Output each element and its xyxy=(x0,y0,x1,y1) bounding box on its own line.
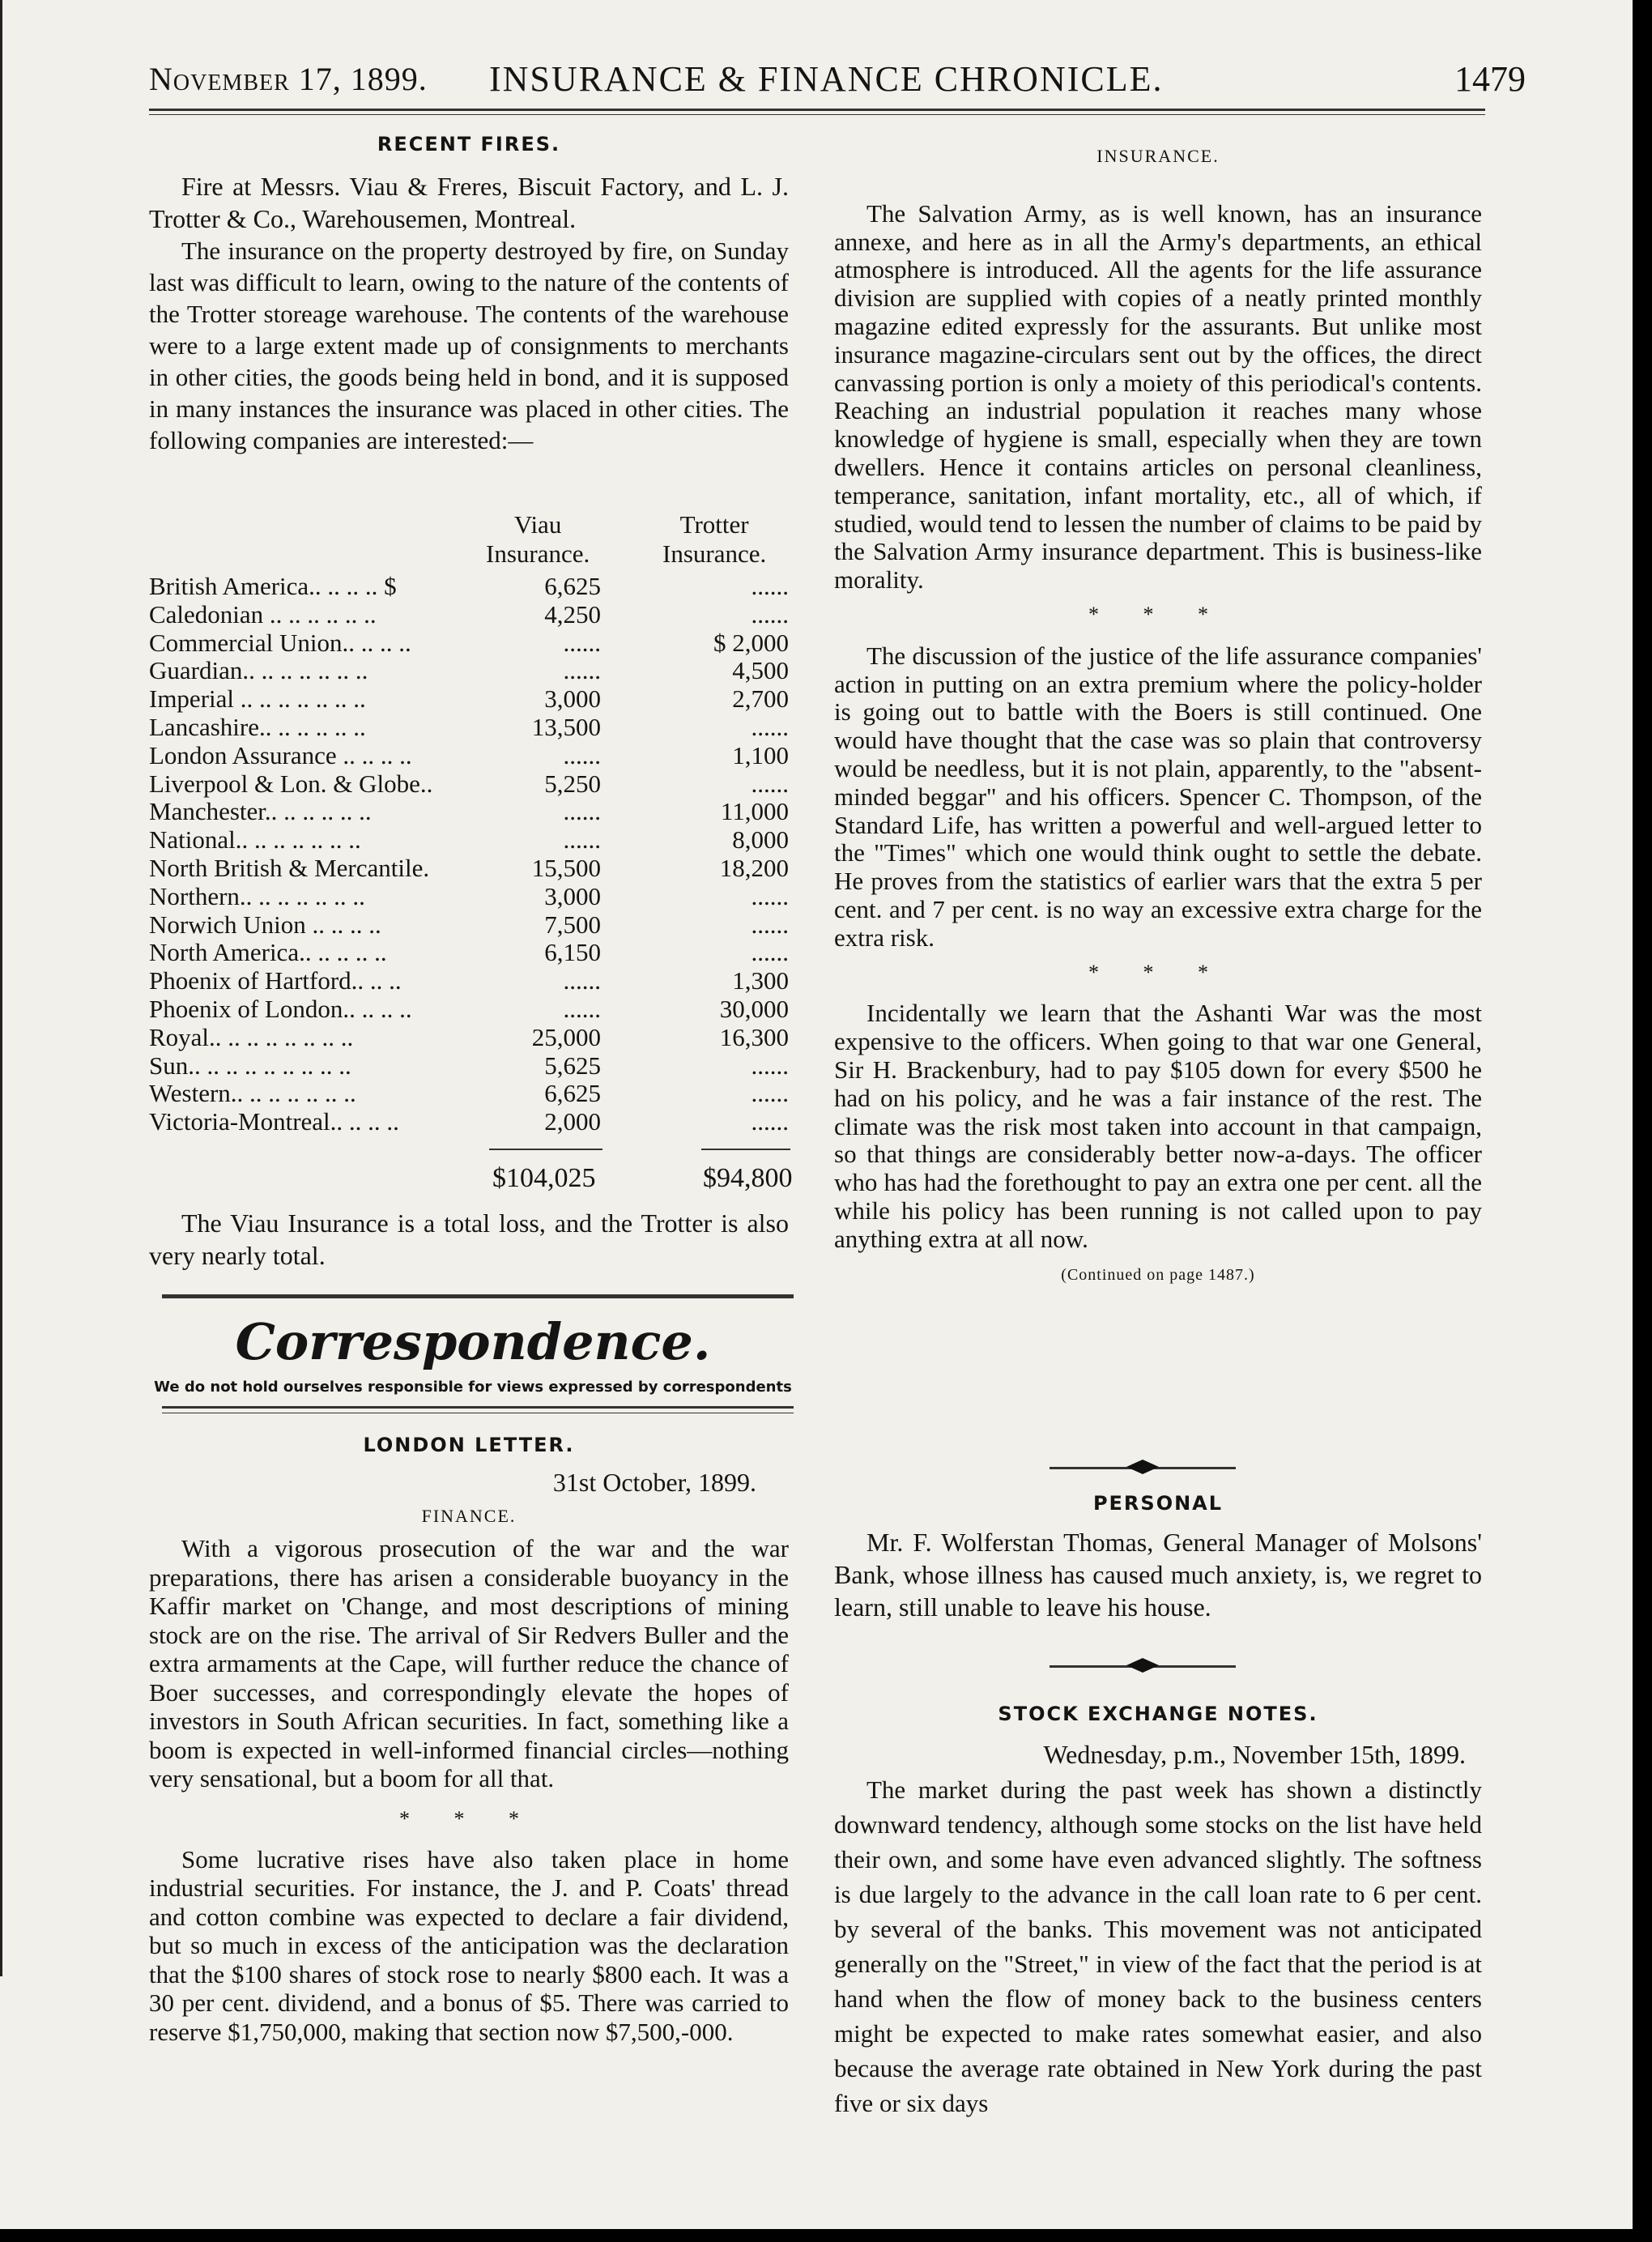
personal-body: Mr. F. Wolferstan Thomas, General Manager of Molsons' Bank, whose illness has caused much anxiety, is, we regret to learn, still unable to leave his house. xyxy=(834,1528,1482,1622)
section-stars: * * * xyxy=(1088,602,1228,626)
viau-amount: ...... xyxy=(563,966,601,995)
company-name: Commercial Union.. .. .. .. xyxy=(149,628,411,657)
viau-amount: 6,625 xyxy=(544,572,601,600)
col-header-trotter-line2: Insurance. xyxy=(662,539,767,568)
fires-conclusion: The Viau Insurance is a total loss, and the Trotter is also very nearly total. xyxy=(149,1208,789,1270)
table-row xyxy=(149,1023,789,1051)
trotter-amount: 18,200 xyxy=(719,853,789,882)
company-name: Liverpool & Lon. & Globe.. xyxy=(149,769,433,798)
trotter-amount: 2,700 xyxy=(732,684,789,714)
table-row xyxy=(149,600,789,629)
company-name: Royal.. .. .. .. .. .. .. .. xyxy=(149,1022,354,1051)
table-row xyxy=(149,1051,789,1080)
section-stars: * * * xyxy=(399,1806,539,1831)
correspondence-rule-bottom xyxy=(162,1406,794,1409)
trotter-amount: 4,500 xyxy=(732,656,789,685)
table-row xyxy=(149,825,789,854)
viau-amount: 3,000 xyxy=(544,881,601,910)
company-name: Sun.. .. .. .. .. .. .. .. .. xyxy=(149,1051,351,1080)
trotter-amount: $ 2,000 xyxy=(713,628,789,657)
trotter-amount: ...... xyxy=(751,599,789,629)
viau-amount: ...... xyxy=(563,628,601,657)
col-header-viau-line2: Insurance. xyxy=(486,539,590,568)
viau-amount: ...... xyxy=(563,797,601,826)
company-name: London Assurance .. .. .. .. xyxy=(149,740,412,769)
company-name: Guardian.. .. .. .. .. .. .. xyxy=(149,656,368,685)
table-row xyxy=(149,1079,789,1107)
company-name: Lancashire.. .. .. .. .. .. xyxy=(149,712,366,741)
correspondence-title: Correspondence. xyxy=(235,1312,711,1371)
viau-amount: 6,625 xyxy=(544,1079,601,1108)
table-row xyxy=(149,966,789,995)
table-row xyxy=(149,910,789,939)
ornament-diamond-icon xyxy=(1126,1658,1159,1673)
table-row xyxy=(149,769,789,798)
london-letter-p2: Some lucrative rises have also taken place in home industrial securities. For instance, the J. and P. Coats' thread and cotton combine was expected to declare a fair dividend, but so much in excess of the anticipation was the declaration that the $100 shares of stock rose to nearly $800 each. It was a 30 per cent. dividend, and a bonus of $5. There was carried to reserve $1,750,000, making that section now $7,500,-000. xyxy=(149,1844,789,2046)
personal-section xyxy=(834,1489,1482,1623)
viau-amount: 5,250 xyxy=(544,769,601,798)
issue-date: November 17, 1899. xyxy=(149,61,428,97)
table-row xyxy=(149,741,789,769)
london-letter-section xyxy=(149,1430,789,2046)
table-row xyxy=(149,882,789,910)
col-header-trotter-line1: Trotter xyxy=(679,510,749,539)
company-name: British America.. .. .. .. $ xyxy=(149,572,397,600)
table-row xyxy=(149,629,789,657)
company-name: Phoenix of London.. .. .. .. xyxy=(149,994,412,1023)
london-letter-subhead: FINANCE. xyxy=(421,1506,517,1526)
viau-amount: 4,250 xyxy=(544,599,601,629)
london-letter-heading: LONDON LETTER. xyxy=(363,1434,575,1456)
trotter-amount: 1,100 xyxy=(732,740,789,769)
personal-heading: PERSONAL xyxy=(1092,1492,1224,1515)
trotter-amount: 11,000 xyxy=(720,797,789,826)
company-name: Manchester.. .. .. .. .. .. xyxy=(149,797,372,826)
header-rule-thin xyxy=(149,114,1485,115)
recent-fires-body: The insurance on the property destroyed by fire, on Sunday last was difficult to learn, owing to the nature of the contents of the Trotter storeage warehouse. The contents of the warehouse were to a large extent made up of consignments to merchants in other cities, the goods being held in bond, and it is supposed in many instances the insurance was placed in other cities. The following companies are interested:— xyxy=(149,237,789,454)
viau-amount: 5,625 xyxy=(544,1051,601,1080)
header-rule xyxy=(149,109,1485,111)
trotter-amount: ...... xyxy=(751,1079,789,1108)
table-row xyxy=(149,713,789,741)
trotter-amount: 1,300 xyxy=(732,966,789,995)
insurance-section xyxy=(834,143,1482,1289)
trotter-amount: ...... xyxy=(751,938,789,967)
trotter-amount: 16,300 xyxy=(719,1022,789,1051)
total-rule-viau xyxy=(489,1149,602,1150)
column-divider xyxy=(0,0,2,1976)
london-letter-p1: With a vigorous prosecution of the war and the war preparations, there has arisen a considerable buoyancy in the Kaffir market on 'Change, and most descriptions of mining stock are on the rise. The arrival of Sir Redvers Buller and the extra armaments at the Cape, will further reduce the chance of Boer successes, and correspondingly elevate the hopes of investors in South African securities. In fact, something like a boom is expected in well-informed financial circles—nothing very sensational, but a boom for all that. xyxy=(149,1534,789,1792)
trotter-amount: ...... xyxy=(751,881,789,910)
trotter-amount: ...... xyxy=(751,712,789,741)
recent-fires-section xyxy=(149,130,789,456)
stock-exchange-section xyxy=(834,1699,1482,2121)
insurance-subhead: INSURANCE. xyxy=(1096,146,1220,166)
correspondence-rule-top xyxy=(162,1294,794,1298)
page-number: 1479 xyxy=(1454,59,1526,99)
correspondence-note: We do not hold ourselves responsible for views expressed by correspondents xyxy=(154,1379,792,1396)
viau-amount: 3,000 xyxy=(544,684,601,714)
company-name: North British & Mercantile. xyxy=(149,853,430,882)
table-row xyxy=(149,854,789,882)
recent-fires-intro: Fire at Messrs. Viau & Freres, Biscuit Factory, and L. J. Trotter & Co., Warehousemen, Montreal. xyxy=(149,172,789,233)
viau-amount: 15,500 xyxy=(531,853,601,882)
london-letter-date: 31st October, 1899. xyxy=(552,1468,756,1497)
company-name: Western.. .. .. .. .. .. .. xyxy=(149,1079,356,1108)
trotter-amount: ...... xyxy=(751,1051,789,1080)
company-name: Imperial .. .. .. .. .. .. .. xyxy=(149,684,366,714)
viau-amount: 2,000 xyxy=(544,1107,601,1136)
fires-conclusion-block xyxy=(149,1207,789,1272)
company-name: Caledonian .. .. .. .. .. .. xyxy=(149,599,377,629)
table-row xyxy=(149,1107,789,1136)
publication-title: INSURANCE & FINANCE CHRONICLE. xyxy=(489,59,1164,99)
company-name: Victoria-Montreal.. .. .. .. xyxy=(149,1107,399,1136)
company-name: National.. .. .. .. .. .. .. xyxy=(149,825,361,855)
viau-amount: ...... xyxy=(563,740,601,769)
trotter-amount: ...... xyxy=(751,769,789,798)
insurance-p3: Incidentally we learn that the Ashanti War was the most expensive to the officers. When going to that war one General, Sir H. Brackenbury, had to pay $105 down for every $500 he had on his policy, and he was a fair instance of the rest. The climate was the risk most taken into account in that campaign, so that things are considerably better now-a-days. The officer who has had the forethought to pay an extra one per cent. all the while his policy has been running is not called upon to pay anything extra at all now. xyxy=(834,999,1482,1253)
insurance-p2: The discussion of the justice of the life assurance companies' action in putting on an extra premium where the policy-holder is going out to battle with the Boers is still continued. One would have thought that the case was so plain that controversy would be needless, but it is not plain, apparently, to the "absent-minded beggar" and his officers. Spencer C. Thompson, of the Standard Life, has written a powerful and well-argued letter to the "Times" which one would think ought to settle the debate. He proves from the statistics of earlier wars that the extra 5 per cent. and 7 per cent. is no way an excessive extra charge for the extra risk. xyxy=(834,641,1482,952)
viau-amount: 13,500 xyxy=(531,712,601,741)
viau-amount: ...... xyxy=(563,825,601,855)
continued-note: (Continued on page 1487.) xyxy=(1061,1266,1255,1285)
total-rule-trotter xyxy=(701,1149,790,1150)
total-trotter: $94,800 xyxy=(703,1163,793,1193)
trotter-amount: 30,000 xyxy=(719,994,789,1023)
viau-amount: 25,000 xyxy=(531,1022,601,1051)
stock-exchange-heading: STOCK EXCHANGE NOTES. xyxy=(998,1703,1318,1725)
company-name: Norwich Union .. .. .. .. xyxy=(149,910,381,939)
col-header-viau xyxy=(486,510,590,569)
insurance-p1: The Salvation Army, as is well known, has an insurance annexe, and here as in all the Army's departments, an ethical atmosphere is introduced. All the agents for the life assurance division are supplied with copies of a neatly printed monthly magazine edited expressly for the assurants. But unlike most insurance magazine-circulars sent out by the offices, the direct canvassing portion is only a moiety of this periodical's contents. Reaching an industrial population it reaches many whose knowledge of hygiene is small, especially when they are town dwellers. Hence it contains articles on personal cleanliness, temperance, sanitation, infant mortality, etc., all of which, if studied, would tend to lessen the number of claims to be paid by the Salvation Army insurance department. This is business-like morality. xyxy=(834,198,1482,595)
trotter-amount: ...... xyxy=(751,910,789,939)
col-header-trotter xyxy=(662,510,766,569)
col-header-viau-line1: Viau xyxy=(513,510,562,539)
recent-fires-heading: RECENT FIRES. xyxy=(377,133,561,156)
company-name: Northern.. .. .. .. .. .. .. xyxy=(149,881,365,910)
insurance-table xyxy=(149,572,789,1136)
ornament-diamond-icon xyxy=(1126,1460,1159,1474)
table-row xyxy=(149,572,789,600)
company-name: Phoenix of Hartford.. .. .. xyxy=(149,966,402,995)
table-row xyxy=(149,656,789,684)
viau-amount: 7,500 xyxy=(544,910,601,939)
trotter-amount: ...... xyxy=(751,572,789,600)
table-row xyxy=(149,995,789,1023)
company-name: North America.. .. .. .. .. xyxy=(149,938,387,967)
trotter-amount: 8,000 xyxy=(732,825,789,855)
total-viau: $104,025 xyxy=(492,1163,596,1193)
stock-exchange-body: The market during the past week has shown a distinctly downward tendency, although some stocks on the list have held their own, and some have even advanced slightly. The softness is due largely to the advance in the call loan rate to 6 per cent. by several of the banks. This movement was not anticipated generally on the "Street," in view of the fact that the period is at hand when the flow of money back to the business centers might be expected to make rates somewhat easier, and also because the average rate obtained in New York during the past five or six days xyxy=(834,1775,1482,2117)
stock-exchange-date: Wednesday, p.m., November 15th, 1899. xyxy=(1043,1740,1466,1769)
table-row xyxy=(149,797,789,825)
table-row xyxy=(149,938,789,966)
table-row xyxy=(149,684,789,713)
trotter-amount: ...... xyxy=(751,1107,789,1136)
viau-amount: ...... xyxy=(563,994,601,1023)
section-stars: * * * xyxy=(1088,960,1228,984)
viau-amount: 6,150 xyxy=(544,938,601,967)
viau-amount: ...... xyxy=(563,656,601,685)
